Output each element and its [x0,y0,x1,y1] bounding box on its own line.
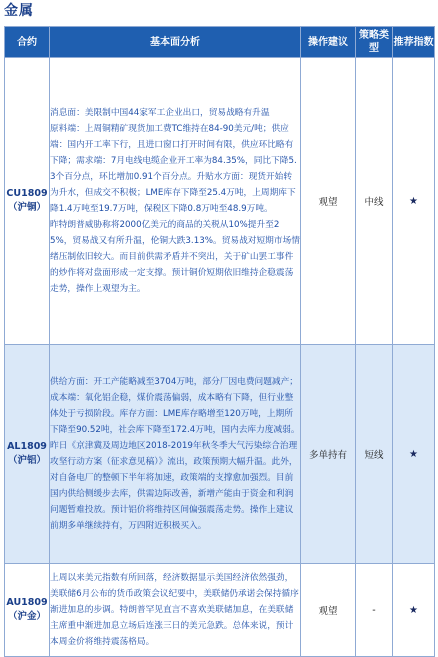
rating-star: ★ [393,345,435,564]
header-strategy: 策略类型 [356,27,393,58]
analysis-text [50,374,300,534]
contract-cell [5,58,50,345]
analysis-text [50,105,300,297]
analysis-paragraph: 原料端：上周铜精矿现货加工费TC维持在84-90美元/吨；供应端：国内开工率下行，且进口窗口打开时间有限，供应环比略有下降；需求端：7月电线电缆企业开工率为84.35%，同比下降5.3个百分点，环比增加0.91个百分点。升贴水方面：现货开始转为升水，但成交不积极；LME库存下降至25.4万吨，上周期库下降1.4万吨至19.7万吨，保税区下降0.8万吨至48.9万吨。 [50,124,297,214]
advice-cell: 观望 [301,564,356,657]
section-title: 金属 [4,3,34,19]
rating-star: ★ [393,564,435,657]
contract-name: （沪铜） [7,202,46,213]
analysis-paragraph: 昨日《京津冀及周边地区2018-2019年秋冬季大气污染综合治理攻坚行动方案（征求意见稿）》流出，政策预期大幅升温。此外，对自备电厂的整顿下半年将加速，政策端的支撑愈加强烈。目前国内供给侧缓步去库，供需边际改善，新增产能由于资金和利润问题暂难投放。预计铝价将维持区间偏强震荡走势。操作上建议前期多单继续持有，万四附近积极买入。 [50,441,298,531]
header-contract: 合约 [5,27,50,58]
table-row [5,564,435,657]
analysis-cell [50,564,301,657]
strategy-cell: - [356,564,393,657]
strategy-cell: 短线 [356,345,393,564]
header-analysis: 基本面分析 [50,27,301,58]
header-advice: 操作建议 [301,27,356,58]
advice-cell: 多单持有 [301,345,356,564]
contract-code: AU1809 [6,597,48,608]
table-row [5,345,435,564]
strategy-table [4,26,435,657]
advice-cell: 观望 [301,58,356,345]
analysis-text [50,570,300,650]
contract-code: AL1809 [7,441,47,452]
analysis-cell [50,345,301,564]
rating-star: ★ [393,58,435,345]
contract-cell [5,345,50,564]
analysis-paragraph: 昨特朗普威胁称将2000亿美元的商品的关税从10%提升至25%，贸易战又有所升温，伦铜大跌3.13%。贸易战对短期市场情绪压制依旧较大。而目前供需矛盾并不突出，关于矿山罢工事件的炒作将对盘面形成一定支撑。预计铜价短期依旧维持企稳震荡走势，操作上观望为主。 [50,220,300,294]
contract-cell [5,564,50,657]
analysis-paragraph: 消息面：美限制中国44家军工企业出口，贸易战略有升温 [50,108,270,118]
strategy-cell: 中线 [356,58,393,345]
analysis-paragraph: 供给方面：开工产能略减至3704万吨，部分厂因电费问题减产；成本端：氧化铝企稳，煤价震荡偏弱，成本略有下降，但行业整体处于亏损阶段。库存方面：LME库存略增至120万吨，上期所下降至90.52吨，社会库下降至172.4万吨，国内去库力度减弱。 [50,377,300,435]
header-rating: 推荐指数 [393,27,435,58]
analysis-cell [50,58,301,345]
table-row [5,58,435,345]
analysis-paragraph: 上周以来美元指数有所回落，经济数据显示美国经济依然强劲，美联储6月公布的货币政策会议纪要中，美联储仍承诺会保持循序渐进加息的步调。特朗普罕见直言不喜欢美联储加息，在美联储主席重申渐进加息立场后连涨三日的美元急跌。总体来说，预计本周金价将维持震荡格局。 [50,573,299,647]
contract-name: （沪金） [7,611,46,622]
table-header-row [5,27,435,58]
contract-code: CU1809 [6,188,48,199]
contract-name: （沪铝） [7,455,46,466]
